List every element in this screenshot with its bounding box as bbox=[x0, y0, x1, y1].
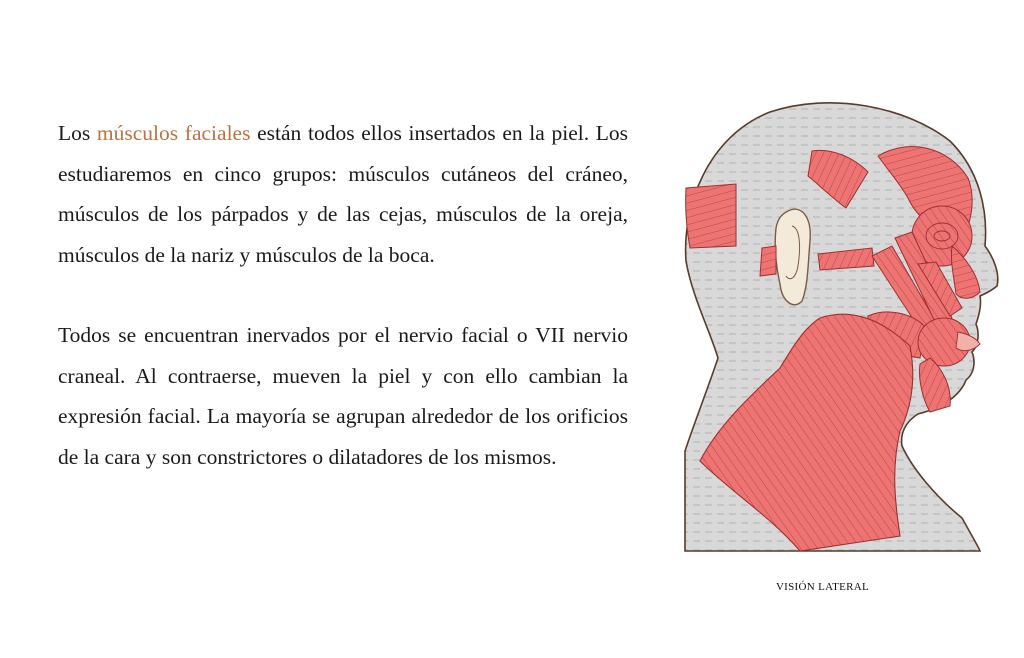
intro-rest: están todos ellos insertados en la piel. Los estudiaremos en cinco grupos: músculos cutáneos del cráneo, músculos de los párpados y de las cejas, músculos de la oreja, músculos de la nariz y músculos de la boca. bbox=[58, 121, 629, 267]
body-text bbox=[58, 113, 628, 477]
occipitalis-muscle bbox=[686, 184, 736, 248]
facial-muscles-illustration bbox=[680, 96, 1005, 554]
highlight-term: músculos faciales bbox=[96, 121, 251, 145]
ear-icon bbox=[775, 209, 810, 305]
paragraph-innervation: Todos se encuentran inervados por el nervio facial o VII nervio craneal. Al contraerse, mueven la piel y con ello cambian la expresión facial. La mayoría se agrupan alrededor de los orificios de la cara y son constrictores o dilatadores de los mismos. bbox=[58, 323, 628, 469]
figure-caption: VISIÓN LATERAL bbox=[775, 581, 870, 593]
auricular-posterior bbox=[760, 246, 776, 276]
paragraph-intro bbox=[58, 113, 628, 275]
intro-lead: Los bbox=[58, 121, 97, 145]
